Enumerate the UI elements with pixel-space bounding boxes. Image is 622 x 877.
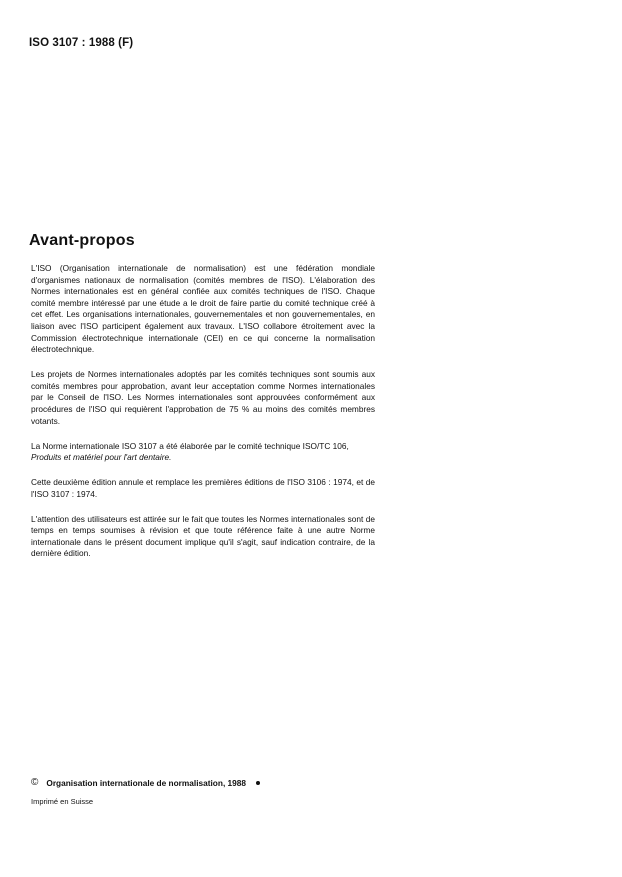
copyright-line [31, 777, 260, 788]
committee-text: La Norme internationale ISO 3107 a été élaborée par le comité technique ISO/TC 106, [31, 440, 349, 451]
document-id-header: ISO 3107 : 1988 (F) [29, 37, 134, 49]
paragraph-draft-approval: Les projets de Normes internationales adoptés par les comités techniques sont soumis aux comités membres pour approbation, avant leur acceptation comme Normes internationales par le Conseil de l'ISO. Les Normes internationales sont approuvées conformément aux procédures de l'ISO qui requièrent l'approbation de 75 % au moins des comités membres votants. [31, 369, 375, 426]
foreword-body [31, 263, 375, 573]
copyright-icon: © [31, 777, 39, 788]
paragraph-technical-committee [31, 441, 375, 464]
committee-title: Produits et matériel pour l'art dentaire. [31, 452, 172, 463]
paragraph-revision-note: L'attention des utilisateurs est attirée sur le fait que toutes les Normes internationales sont de temps en temps soumises à révision et que toute référence faite à une autre Norme internationale dans le présent document implique qu'il s'agit, sauf indication contraire, de la dernière édition. [31, 513, 375, 559]
printed-in: Imprimé en Suisse [31, 797, 94, 806]
copyright-text: Organisation internationale de normalisation, 1988 [46, 777, 247, 788]
bullet-icon [256, 781, 260, 785]
section-title: Avant-propos [29, 232, 135, 249]
paragraph-edition-note: Cette deuxième édition annule et remplace les premières éditions de l'ISO 3106 : 1974, et de l'ISO 3107 : 1974. [31, 477, 375, 499]
paragraph-iso-intro: L'ISO (Organisation internationale de normalisation) est une fédération mondiale d'organismes nationaux de normalisation (comités membres de l'ISO). L'élaboration des Normes internationales est en général confiée aux comités techniques de l'ISO. Chaque comité membre intéressé par une étude a le droit de faire partie du comité technique créé à cet effet. Les organisations internationales, gouvernementales et non gouvernementales, en liaison avec l'ISO participent également aux travaux. L'ISO collabore étroitement avec la Commission électrotechnique internationale (CEI) en ce qui concerne la normalisation électrotechnique. [31, 263, 375, 355]
